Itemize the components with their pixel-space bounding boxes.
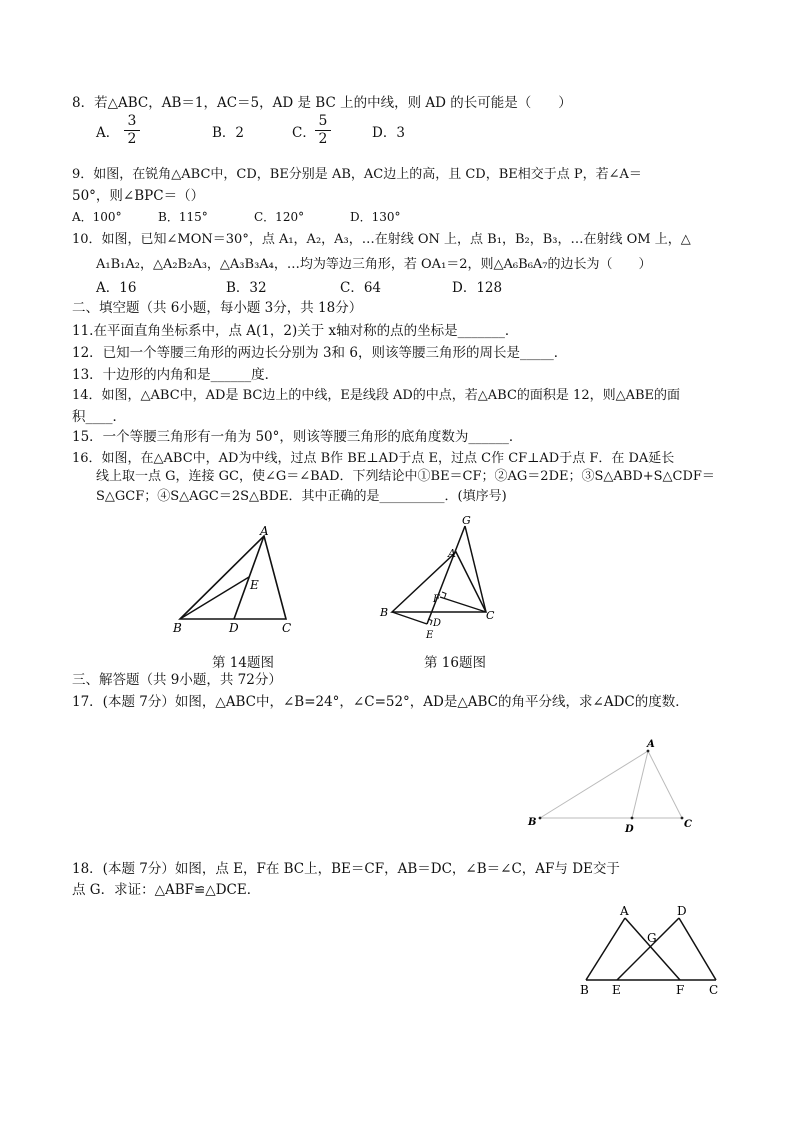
fig14-triangle-abc [180, 536, 286, 619]
fig17-label-d: D [625, 824, 634, 835]
figure-14-caption: 第 14题图 [212, 655, 274, 671]
figure-16 [376, 510, 506, 645]
question-13: 13．十边形的内角和是______度． [72, 367, 279, 383]
question-14-line-2: 积____． [72, 409, 126, 425]
question-15: 15．一个等腰三角形有一角为 50°，则该等腰三角形的底角度数为______． [72, 429, 523, 445]
q8-option-a-fraction [124, 114, 140, 147]
fig16-segment-gc [465, 526, 486, 612]
fig18-label-c: C [709, 983, 719, 997]
fig18-label-f: F [676, 983, 685, 997]
fig16-label-b: B [380, 606, 389, 619]
question-12: 12．已知一个等腰三角形的两边长分别为 3和 6，则该等腰三角形的周长是_____． [72, 345, 568, 361]
question-17: 17．(本题 7分）如图，△ABC中，∠B=24°，∠C=52°，AD是△ABC的角平分线，求∠ADC的度数． [72, 694, 689, 710]
q10-option-b: B．32 [226, 280, 267, 296]
fig16-label-e: E [426, 630, 434, 641]
fig17-triangle-abc [540, 751, 682, 818]
fig16-label-a: A [448, 547, 456, 560]
q8-option-d: D．3 [372, 125, 405, 141]
q8-a-denominator: 2 [127, 131, 137, 147]
q8-option-c-fraction [315, 114, 331, 147]
figure-14 [170, 524, 300, 636]
q10-option-d: D．128 [452, 280, 503, 296]
question-9-line-2: 50°，则∠BPC＝（） [72, 188, 205, 204]
fig16-line-gd [427, 526, 465, 624]
fig17-bisector-ad [632, 751, 648, 818]
q8-option-a-label: A． [96, 125, 120, 141]
q9-option-c: C．120° [254, 210, 305, 224]
question-14-line-1: 14．如图，△ABC中，AD是 BC边上的中线，E是线段 AD的中点，若△ABC的面积是 12，则△ABE的面 [72, 388, 681, 403]
fig16-label-d: D [433, 618, 442, 629]
section-2-heading: 二、填空题（共 6小题，每小题 3分，共 18分） [72, 300, 363, 316]
question-16-line-2: 线上取一点 G，连接 GC，使∠G＝∠BAD．下列结论中①BE＝CF；②AG＝2DE；③S△ABD+S△CDF＝ [96, 469, 715, 484]
fig18-label-e: E [612, 983, 621, 997]
fig16-segment-be [392, 612, 427, 624]
q10-option-c: C．64 [340, 280, 382, 296]
question-10-line-1: 10．如图，已知∠MON＝30°，点 A₁，A₂，A₃，…在射线 ON 上，点 B₁，B₂，B₃，…在射线 OM 上，△ [72, 232, 691, 247]
q8-a-numerator: 3 [127, 113, 137, 129]
fig17-point-c [681, 817, 684, 820]
fig17-point-b [539, 817, 542, 820]
question-10-line-2: A₁B₁A₂，△A₂B₂A₃，△A₃B₃A₄，…均为等边三角形，若 OA₁＝2，则△A₆B₆A₇的边长为（ ） [96, 257, 652, 272]
question-8-stem: 8．若△ABC，AB＝1，AC＝5，AD 是 BC 上的中线，则 AD 的长可能是（ ） [72, 95, 572, 111]
fig17-label-c: C [684, 819, 692, 830]
fig14-label-c: C [282, 621, 292, 635]
fig17-label-b: B [528, 817, 537, 828]
q8-c-numerator: 5 [318, 113, 328, 129]
q9-option-b: B．115° [158, 210, 208, 224]
fig14-label-b: B [173, 621, 182, 635]
fig14-label-d: D [229, 621, 239, 635]
question-16-line-3: S△GCF；④S△AGC＝2S△BDE．其中正确的是__________．(填序号) [96, 489, 507, 504]
question-18-line-1: 18．(本题 7分）如图，点 E，F在 BC上，BE＝CF，AB＝DC，∠B＝∠C，AF与 DE交于 [72, 861, 620, 877]
section-3-heading: 三、解答题（共 9小题，共 72分） [72, 672, 282, 688]
fig18-segment-dc [679, 918, 716, 980]
fig18-label-a: A [620, 904, 629, 918]
fig16-right-angle-f [442, 592, 446, 598]
fig14-label-e: E [250, 578, 259, 592]
fig16-label-g: G [462, 514, 471, 527]
q8-option-b: B．2 [212, 125, 245, 141]
fig18-segment-de [617, 918, 679, 980]
question-9-line-1: 9．如图，在锐角△ABC中，CD，BE分别是 AB，AC边上的高，且 CD，BE相交于点 P，若∠A＝ [72, 167, 642, 182]
question-16-line-1: 16．如图，在△ABC中，AD为中线，过点 B作 BE⊥AD于点 E，过点 C作 CF⊥AD于点 F．在 DA延长 [72, 451, 675, 466]
fig17-label-a: A [647, 739, 655, 750]
fig17-point-a [647, 750, 650, 753]
fig18-segment-ab [586, 918, 625, 980]
q9-option-d: D．130° [350, 210, 401, 224]
fig14-label-a: A [260, 524, 269, 538]
figure-18 [574, 902, 724, 998]
fig18-label-g: G [647, 931, 657, 945]
q9-option-a: A．100° [72, 210, 122, 224]
fig16-label-c: C [486, 609, 495, 622]
fig17-point-d [631, 817, 634, 820]
question-11: 11.在平面直角坐标系中，点 A(1，2)关于 x轴对称的点的坐标是_______． [72, 323, 519, 339]
fig18-segment-af [625, 918, 680, 980]
fig18-label-b: B [580, 983, 589, 997]
q8-option-c-label: C． [292, 125, 316, 141]
figure-17 [522, 734, 702, 838]
figure-16-caption: 第 16题图 [424, 655, 486, 671]
fig16-label-f: F [433, 594, 440, 605]
question-18-line-2: 点 G．求证：△ABF≌△DCE． [72, 882, 261, 898]
fig18-label-d: D [677, 904, 687, 918]
q10-option-a: A．16 [96, 280, 137, 296]
q8-c-denominator: 2 [318, 131, 328, 147]
fig14-segment-be [180, 577, 249, 619]
